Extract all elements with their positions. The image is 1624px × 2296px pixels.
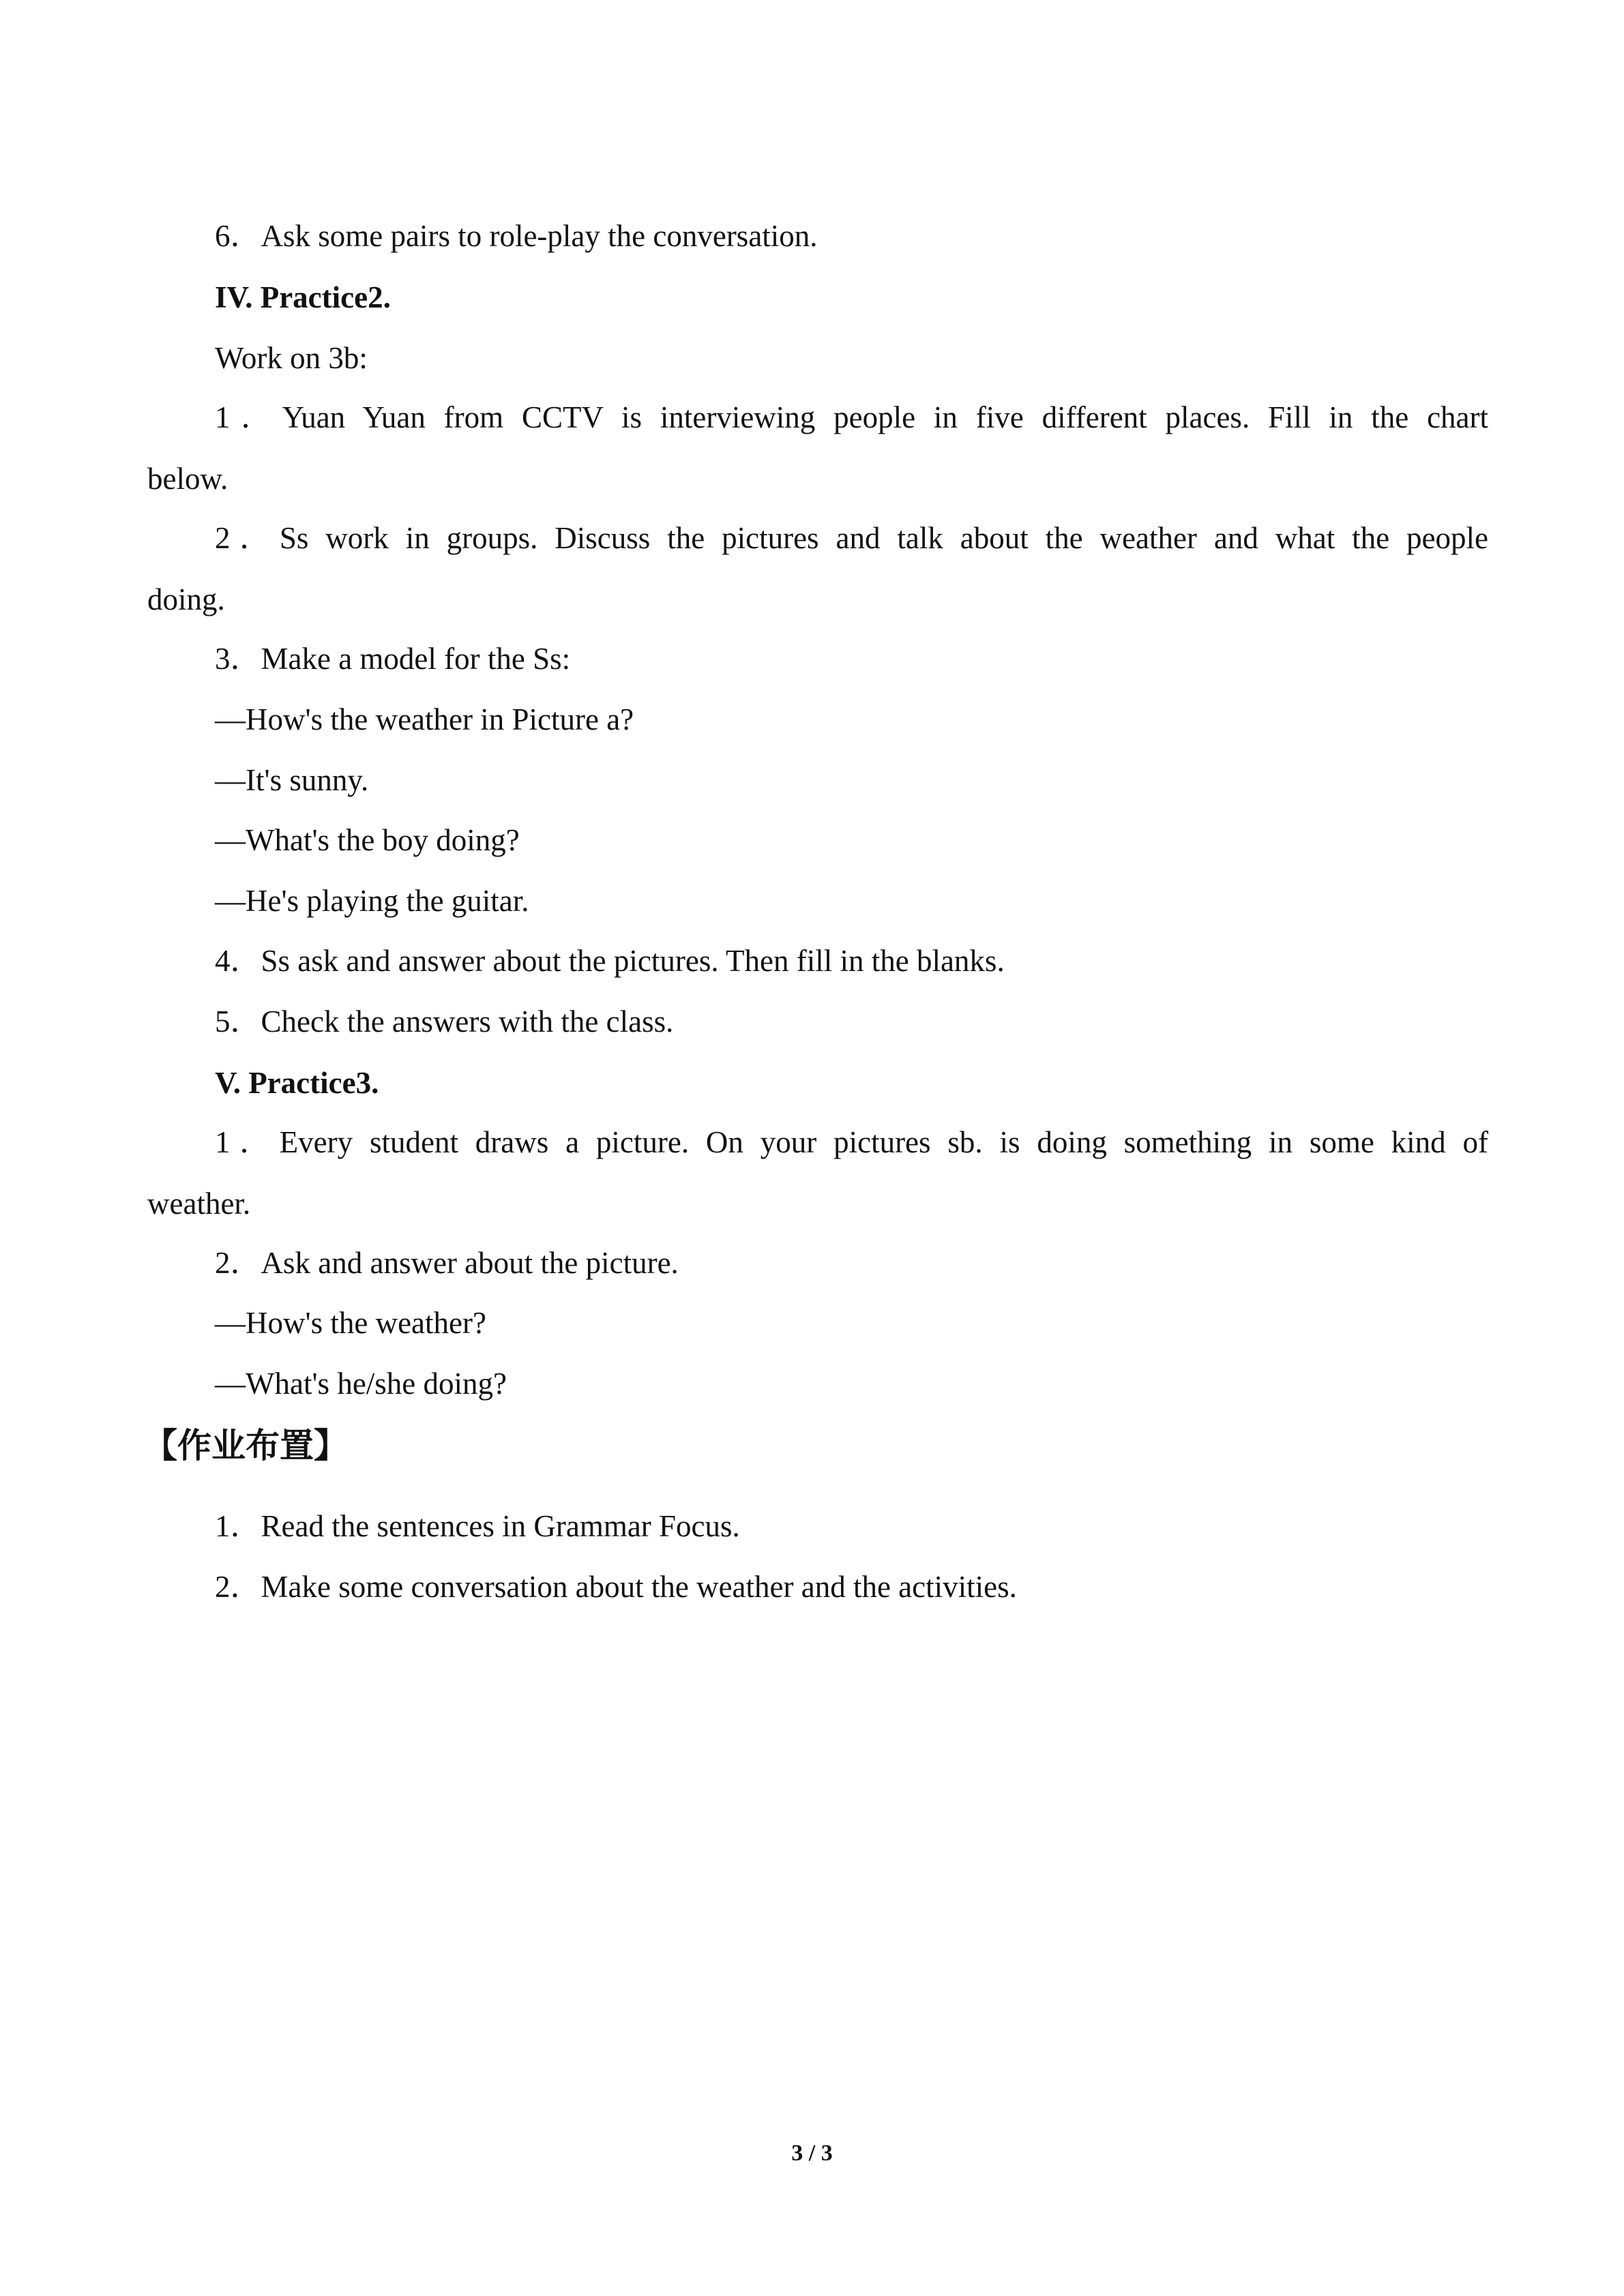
step-1-draw-picture: 1．Every student draws a picture. On your pictures sb. is doing something in some kind of — [215, 1125, 1488, 1159]
dialogue-line: —How's the weather? — [215, 1306, 486, 1340]
section-heading-practice3: V. Practice3. — [215, 1066, 379, 1100]
step-4-ask-answer: 4．Ss ask and answer about the pictures. Then fill in the blanks. — [215, 944, 1005, 978]
step-6-role-play: 6．Ask some pairs to role-play the conversation. — [215, 219, 818, 253]
step-1-continuation: weather. — [147, 1187, 251, 1221]
homework-heading: 【作业布置】 — [143, 1426, 348, 1465]
step-2-continuation: doing. — [147, 582, 225, 616]
dialogue-line: —He's playing the guitar. — [215, 884, 529, 918]
dialogue-line: —How's the weather in Picture a? — [215, 702, 634, 736]
page-number: 3 / 3 — [791, 2141, 833, 2166]
step-1-interview: 1．Yuan Yuan from CCTV is interviewing people in five different places. Fill in the chart — [215, 400, 1488, 434]
step-1-continuation: below. — [147, 462, 228, 496]
step-2-group-work: 2．Ss work in groups. Discuss the pictures and talk about the weather and what the people — [215, 521, 1488, 555]
step-5-check-answers: 5．Check the answers with the class. — [215, 1004, 674, 1039]
work-on-3b: Work on 3b: — [215, 341, 368, 375]
homework-item: 2．Make some conversation about the weather and the activities. — [215, 1570, 1017, 1604]
section-heading-practice2: IV. Practice2. — [215, 280, 391, 314]
dialogue-line: —What's the boy doing? — [215, 823, 520, 857]
dialogue-line: —What's he/she doing? — [215, 1367, 507, 1401]
step-2-ask-answer: 2．Ask and answer about the picture. — [215, 1246, 679, 1280]
step-3-model: 3．Make a model for the Ss: — [215, 642, 571, 676]
homework-item: 1．Read the sentences in Grammar Focus. — [215, 1509, 740, 1543]
dialogue-line: —It's sunny. — [215, 763, 369, 797]
